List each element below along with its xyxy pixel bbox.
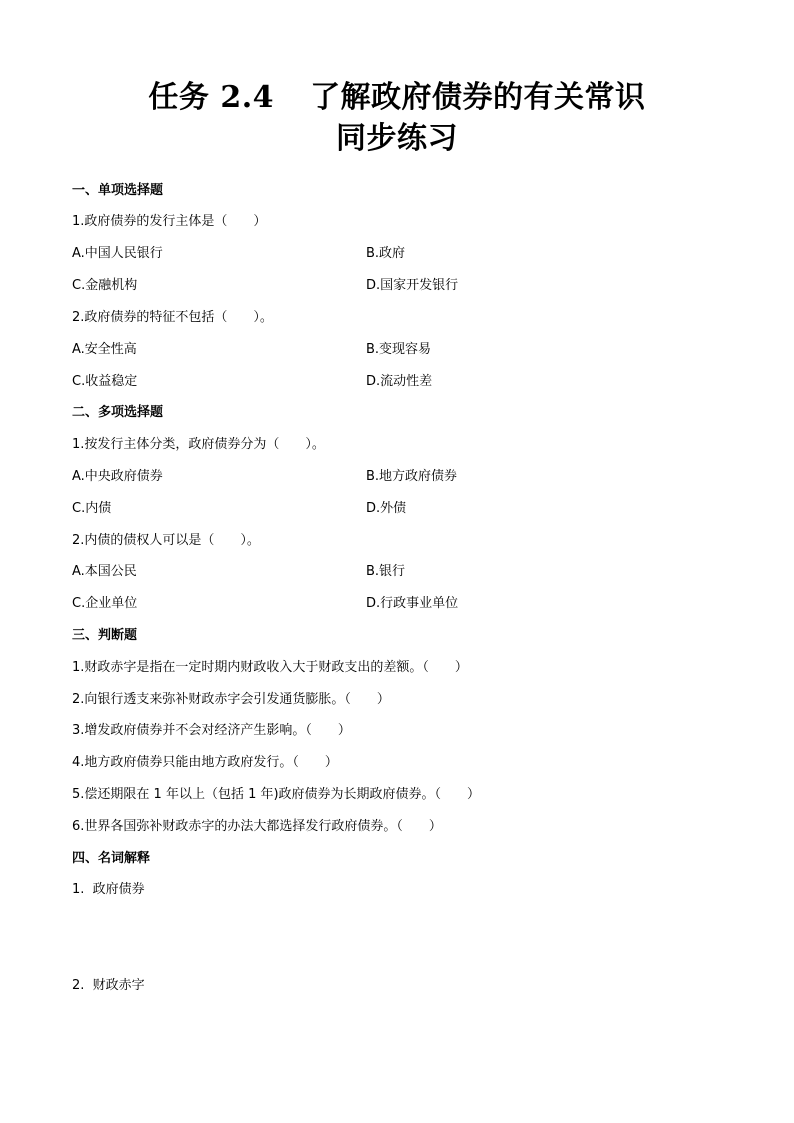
option-a: A.安全性高 <box>72 342 137 357</box>
option-a: A.中央政府债券 <box>72 469 163 484</box>
true-false-item: 1.财政赤字是指在一定时期内财政收入大于财政支出的差额。（ ） <box>72 660 468 675</box>
true-false-item: 2.向银行透支来弥补财政赤字会引发通货膨胀。（ ） <box>72 692 390 707</box>
question-text: 1.政府债券的发行主体是（ ） <box>72 214 267 229</box>
option-d: D.流动性差 <box>366 374 433 389</box>
term-item: 2. 财政赤字 <box>72 978 145 993</box>
question-text: 1.按发行主体分类，政府债券分为（ ）。 <box>72 437 325 452</box>
option-c: C.收益稳定 <box>72 374 138 389</box>
true-false-item: 6.世界各国弥补财政赤字的办法大都选择发行政府债券。（ ） <box>72 819 442 834</box>
option-b: B.地方政府债券 <box>366 469 458 484</box>
option-b: B.银行 <box>366 564 406 579</box>
section-heading-true-false: 三、判断题 <box>72 628 138 643</box>
option-d: D.行政事业单位 <box>366 596 459 611</box>
section-heading-multiple-choice: 二、多项选择题 <box>72 405 164 420</box>
true-false-item: 4.地方政府债券只能由地方政府发行。（ ） <box>72 755 338 770</box>
page-title <box>0 79 794 117</box>
title-task-number: 任务 2.4 <box>148 80 275 115</box>
option-a: A.中国人民银行 <box>72 246 163 261</box>
section-heading-term-definition: 四、名词解释 <box>72 851 151 866</box>
true-false-item: 5.偿还期限在 1 年以上（包括 1 年)政府债券为长期政府债券。（ ） <box>72 787 481 802</box>
question-text: 2.政府债券的特征不包括（ ）。 <box>72 310 273 325</box>
title-task-name: 了解政府债券的有关常识 <box>310 80 646 115</box>
option-c: C.内债 <box>72 501 112 516</box>
option-d: D.外债 <box>366 501 407 516</box>
option-c: C.金融机构 <box>72 278 138 293</box>
term-item: 1. 政府债券 <box>72 882 145 897</box>
section-heading-single-choice: 一、单项选择题 <box>72 183 164 198</box>
true-false-item: 3.增发政府债券并不会对经济产生影响。（ ） <box>72 723 351 738</box>
option-a: A.本国公民 <box>72 564 137 579</box>
option-b: B.变现容易 <box>366 342 432 357</box>
page-subtitle: 同步练习 <box>336 121 458 156</box>
option-c: C.企业单位 <box>72 596 138 611</box>
option-d: D.国家开发银行 <box>366 278 459 293</box>
question-text: 2.内债的债权人可以是（ ）。 <box>72 533 260 548</box>
option-b: B.政府 <box>366 246 406 261</box>
